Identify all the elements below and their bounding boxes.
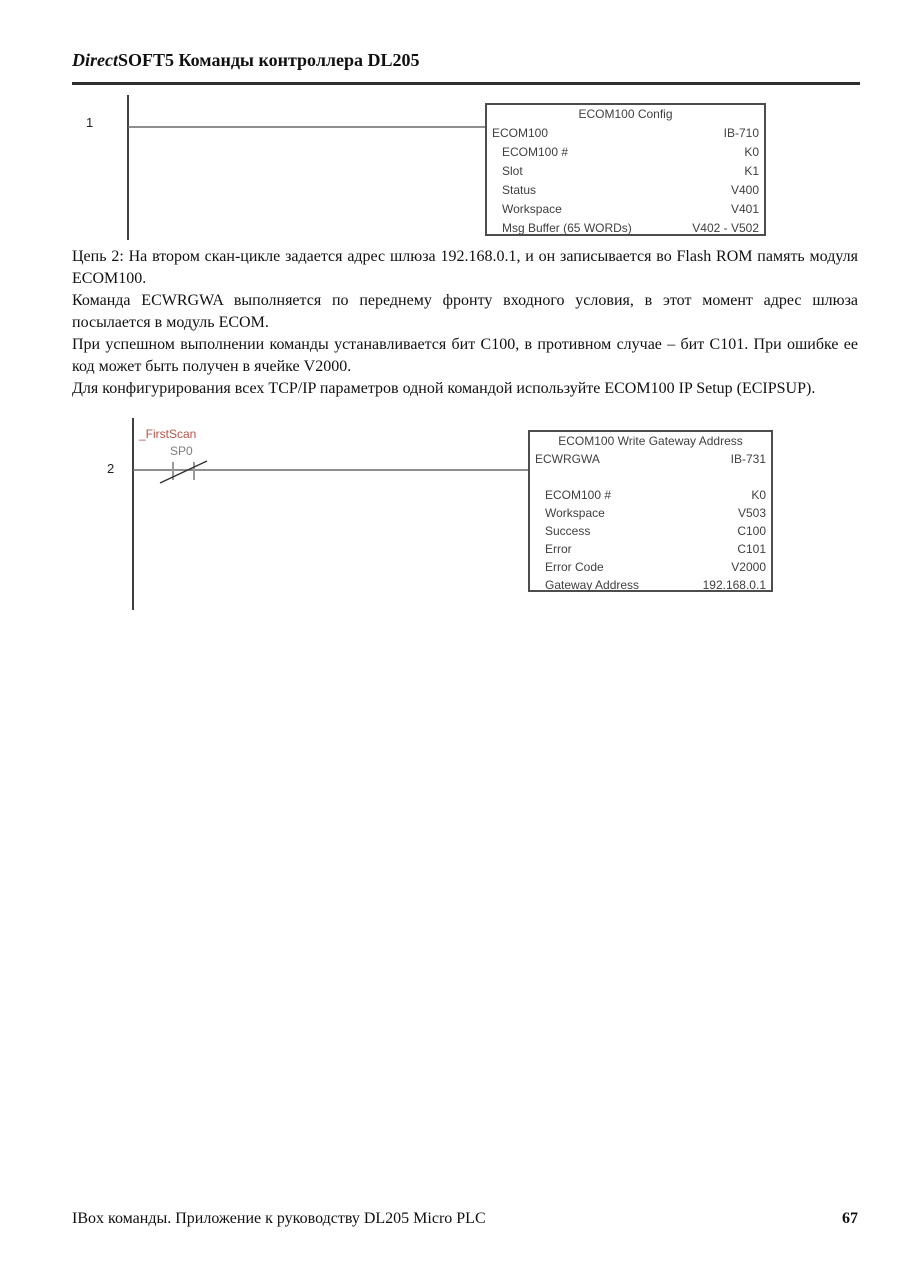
ibox2-param-row [530,576,771,594]
rung2-number: 2 [107,461,115,476]
ibox1-param-label: Slot [502,164,523,178]
ibox1-param-row [487,162,764,181]
ibox2-param-row [530,486,771,504]
ibox2-blank-row [530,468,771,486]
body-text-block [72,246,858,401]
ibox1-param-row [487,181,764,200]
ecom100-config-ibox [485,103,766,236]
ibox1-param-label: ECOM100 # [502,145,569,159]
page-title-italic-part: Direct [72,50,118,70]
ibox2-param-label: Workspace [545,506,605,520]
ibox1-param-value: V402 - V502 [692,221,759,235]
ibox1-param-value: K1 [744,164,759,178]
ibox2-param-value: C101 [737,542,766,556]
ibox2-param-label: Gateway Address [545,578,640,592]
ibox2-param-value: 192.168.0.1 [702,578,766,592]
rung1-number: 1 [86,115,94,130]
ibox2-param-row [530,504,771,522]
ibox2-param-row [530,522,771,540]
page-title [72,50,420,71]
ibox1-param-value: K0 [744,145,759,159]
ibox1-param-value: V400 [730,183,759,197]
paragraph-1: Цепь 2: На втором скан-цикле задается адрес шлюза 192.168.0.1, и он записывается во Flash ROM память модуля ECOM100. [72,248,858,287]
contact-edge-slash-icon [160,461,207,483]
ibox2-param-value: K0 [751,488,766,502]
ibox2-param-label: ECOM100 # [545,488,612,502]
ibox1-param-row [487,143,764,162]
ibox2-param-label: Error [545,542,572,556]
ibox2-param-row [530,558,771,576]
ibox2-param-row [530,540,771,558]
ibox1-param-label: Status [502,183,537,197]
contact-element-sp0: SP0 [170,444,193,458]
ibox1-mnemonic-row [487,124,764,143]
page-footer [72,1210,858,1228]
paragraph-3: При успешном выполнении команды устанавливается бит C100, в противном случае – бит C101. При ошибке ее код может быть получен в ячейке V2000. [72,336,858,375]
ibox2-param-value: V503 [737,506,766,520]
ibox1-param-value: V401 [730,202,759,216]
ibox1-param-label: Workspace [502,202,562,216]
page-title-rest: SOFT5 Команды контроллера DL205 [117,50,420,70]
ibox1-param-label: Msg Buffer (65 WORDs) [502,221,632,235]
header-rule [72,82,860,85]
ibox2-title: ECOM100 Write Gateway Address [558,434,743,448]
footer-text: IBox команды. Приложение к руководству DL205 Micro PLC [72,1210,486,1227]
ibox2-mnemonic: ECWRGWA [535,452,600,466]
ibox1-title: ECOM100 Config [578,107,673,121]
ibox2-param-value: C100 [737,524,766,538]
ibox1-id: IB-710 [723,126,759,140]
ibox2-param-value: V2000 [731,560,766,574]
ibox2-id: IB-731 [730,452,766,466]
ibox1-mnemonic: ECOM100 [492,126,549,140]
ibox1-param-row [487,200,764,219]
page-number: 67 [842,1210,858,1227]
contact-tag-firstscan: _FirstScan [139,427,197,441]
ibox1-param-row [487,219,764,238]
paragraph-4: Для конфигурирования всех TCP/IP параметров одной командой используйте ECOM100 IP Setup (ECIPSUP). [72,380,816,397]
ecwrgwa-ibox [528,430,773,592]
ibox2-mnemonic-row [530,450,771,468]
ibox2-param-label: Success [545,524,591,538]
ibox2-param-label: Error Code [545,560,604,574]
paragraph-2: Команда ECWRGWA выполняется по переднему фронту входного условия, в этот момент адрес шлюза посылается в модуль ECOM. [72,292,858,331]
